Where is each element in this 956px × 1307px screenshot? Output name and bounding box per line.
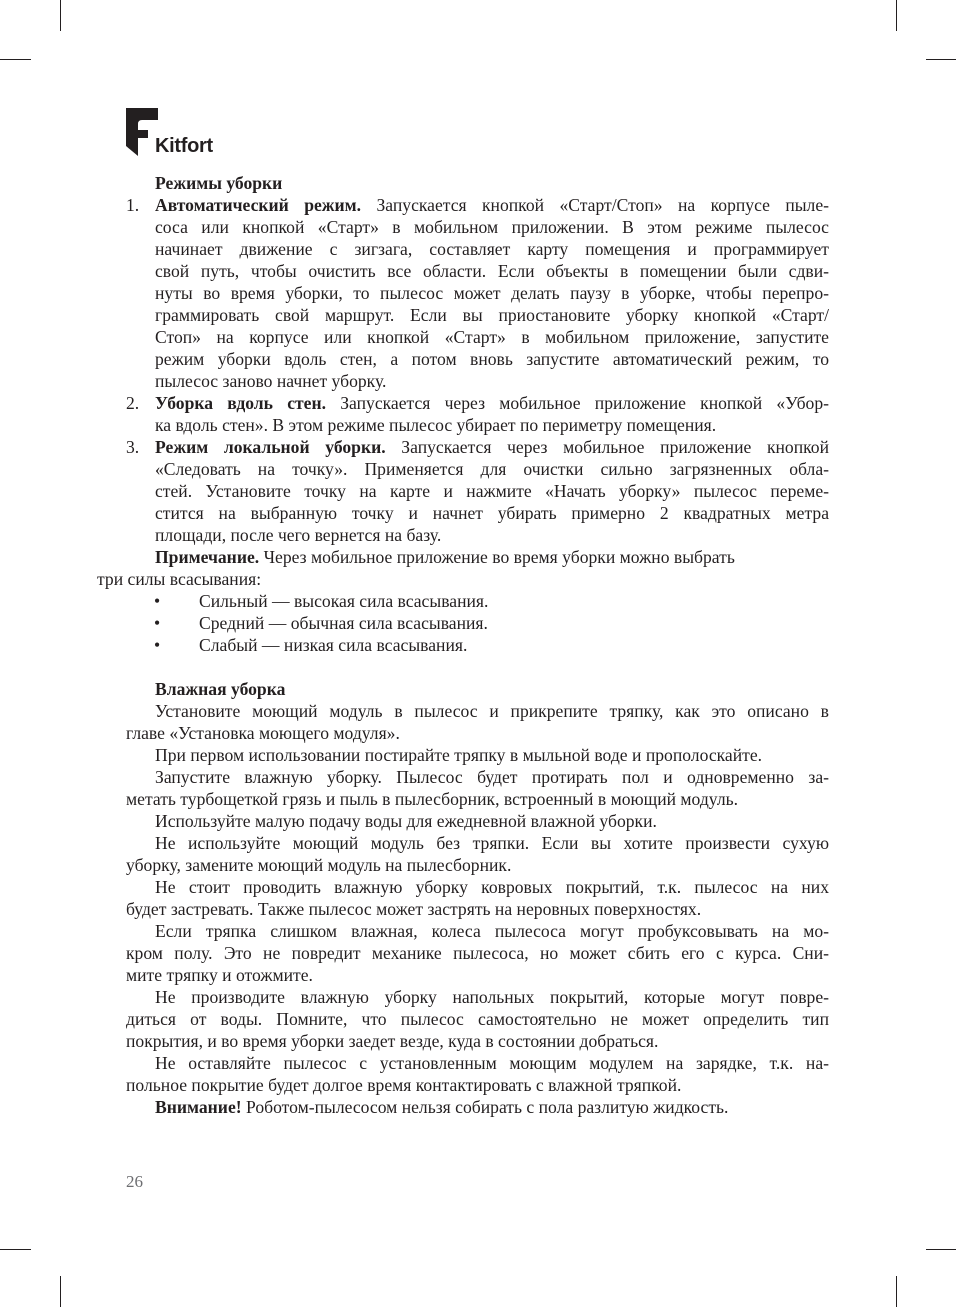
mode-text: нуты во время уборки, то пылесос может делать паузу в уборке, чтобы перепро- bbox=[155, 283, 829, 303]
wet-paragraph-line: уборку, замените моющий модуль на пылесборник. bbox=[126, 855, 512, 875]
mode-text: Запускается через мобильное приложение кнопкой bbox=[385, 437, 829, 457]
wet-paragraph-line: покрытия, и во время уборки заедет везде, куда в состоянии добраться. bbox=[126, 1031, 659, 1051]
suction-item-text: Слабый — низкая сила всасывания. bbox=[199, 635, 468, 655]
suction-list bbox=[126, 590, 829, 656]
mode-item-line bbox=[155, 370, 829, 392]
wet-paragraph-line: главе «Установка моющего модуля». bbox=[126, 723, 400, 743]
section-title-wet-cleaning: Влажная уборка bbox=[155, 679, 286, 699]
wet-paragraph-line: Используйте малую подачу воды для ежедневной влажной уборки. bbox=[155, 811, 657, 831]
wet-cleaning-paragraphs bbox=[126, 700, 829, 1096]
crop-mark-left-top bbox=[0, 59, 31, 60]
crop-mark-bottom-left bbox=[60, 1276, 61, 1307]
wet-paragraph bbox=[126, 1052, 829, 1096]
mode-item-line bbox=[155, 326, 829, 348]
bullet-icon: • bbox=[154, 613, 161, 633]
mode-text: Стоп» на корпусе или кнопкой «Старт» в мобильном приложение, запустите bbox=[155, 327, 829, 347]
wet-paragraph-line: Не стоит проводить влажную уборку ковровых покрытий, т.к. пылесос на них bbox=[155, 877, 829, 897]
wet-paragraph-line: мите тряпку и отожмите. bbox=[126, 965, 313, 985]
crop-mark-right-top bbox=[926, 59, 956, 60]
wet-paragraph-line: диться от воды. Помните, что пылесос самостоятельно не может определить тип bbox=[126, 1009, 829, 1029]
bullet-icon: • bbox=[154, 635, 161, 655]
wet-paragraph bbox=[126, 810, 829, 832]
mode-text: начинает движение с зигзага, составляет карту помещения и программирует bbox=[155, 239, 829, 259]
mode-item bbox=[126, 436, 829, 546]
mode-text: соса или кнопкой «Старт» в мобильном приложении. В этом режиме пылесос bbox=[155, 217, 829, 237]
wet-paragraph-line: Не оставляйте пылесос с установленным моющим модулем на зарядке, т.к. на- bbox=[155, 1053, 829, 1073]
wet-paragraph bbox=[126, 766, 829, 810]
mode-item-line bbox=[155, 194, 829, 216]
mode-text: Запускается через мобильное приложение кнопкой «Убор- bbox=[326, 393, 829, 413]
mode-item-line bbox=[155, 304, 829, 326]
mode-name: Режим локальной уборки. bbox=[155, 437, 386, 457]
mode-item-line bbox=[155, 260, 829, 282]
suction-item-text: Средний — обычная сила всасывания. bbox=[199, 613, 488, 633]
mode-item-number: 3. bbox=[126, 437, 140, 457]
crop-mark-bottom-right bbox=[896, 1276, 897, 1307]
mode-text: стей. Установите точку на карте и нажмите «Начать уборку» пылесос переме- bbox=[155, 481, 829, 501]
mode-item-line bbox=[155, 348, 829, 370]
mode-item bbox=[126, 194, 829, 392]
mode-item-line bbox=[155, 436, 829, 458]
cleaning-modes-list bbox=[126, 194, 829, 546]
page-number: 26 bbox=[126, 1172, 143, 1191]
mode-name: Уборка вдоль стен. bbox=[155, 393, 327, 413]
mode-text: площади, после чего вернется на базу. bbox=[155, 525, 442, 545]
mode-item-line bbox=[155, 216, 829, 238]
wet-paragraph-line: При первом использовании постирайте тряпку в мыльной воде и прополоскайте. bbox=[155, 745, 763, 765]
wet-paragraph bbox=[126, 832, 829, 876]
wet-paragraph bbox=[126, 986, 829, 1052]
suction-item bbox=[126, 590, 829, 612]
note-paragraph bbox=[97, 546, 829, 590]
wet-paragraph-line: кром полу. Это не повредит механике пылесоса, но может сбить его с курса. Сни- bbox=[126, 943, 829, 963]
mode-text: Запускается кнопкой «Старт/Стоп» на корпусе пыле- bbox=[361, 195, 830, 215]
mode-item-line bbox=[155, 392, 829, 414]
mode-item-line bbox=[155, 502, 829, 524]
mode-item-number: 2. bbox=[126, 393, 140, 413]
brand-logo bbox=[126, 108, 236, 158]
mode-item-number: 1. bbox=[126, 195, 140, 215]
note-line-1: Через мобильное приложение во время уборки можно выбрать bbox=[259, 547, 735, 567]
suction-item bbox=[126, 612, 829, 634]
wet-paragraph-line: Не производите влажную уборку напольных покрытий, которые могут повре- bbox=[155, 987, 829, 1007]
note-line-2: три силы всасывания: bbox=[97, 569, 262, 589]
wet-paragraph-line: будет застревать. Также пылесос может застрять на неровных поверхностях. bbox=[126, 899, 702, 919]
wet-paragraph-line: Запустите влажную уборку. Пылесос будет протирать пол и одновременно за- bbox=[155, 767, 829, 787]
wet-paragraph-line: польное покрытие будет долгое время контактировать с влажной тряпкой. bbox=[126, 1075, 682, 1095]
mode-item-line bbox=[155, 238, 829, 260]
brand-name: Kitfort bbox=[155, 135, 213, 157]
crop-mark-top-left bbox=[60, 0, 61, 31]
wet-paragraph-line: Не используйте моющий модуль без тряпки. Если вы хотите произвести сухую bbox=[155, 833, 829, 853]
warning-label: Внимание! bbox=[155, 1097, 242, 1117]
mode-text: граммировать свой маршрут. Если вы приостановите уборку кнопкой «Старт/ bbox=[155, 305, 829, 325]
mode-item-line bbox=[155, 524, 829, 546]
crop-mark-right-bottom bbox=[926, 1249, 956, 1250]
note-label: Примечание. bbox=[155, 547, 260, 567]
suction-item-text: Сильный — высокая сила всасывания. bbox=[199, 591, 489, 611]
mode-text: стится на выбранную точку и начнет убирать примерно 2 квадратных метра bbox=[155, 503, 829, 523]
mode-text: пылесос заново начнет уборку. bbox=[155, 371, 387, 391]
wet-paragraph bbox=[126, 876, 829, 920]
crop-mark-top-right bbox=[896, 0, 897, 31]
page-content bbox=[97, 172, 830, 1118]
mode-text: «Следовать на точку». Применяется для очистки сильно загрязненных обла- bbox=[155, 459, 829, 479]
wet-paragraph bbox=[126, 744, 829, 766]
warning-paragraph bbox=[126, 1096, 829, 1118]
mode-text: ка вдоль стен». В этом режиме пылесос убирает по периметру помещения. bbox=[155, 415, 717, 435]
wet-paragraph-line: Если тряпка слишком влажная, колеса пылесоса могут пробуксовывать на мо- bbox=[155, 921, 829, 941]
wet-paragraph bbox=[126, 700, 829, 744]
mode-item-line bbox=[155, 480, 829, 502]
mode-name: Автоматический режим. bbox=[155, 195, 362, 215]
mode-item bbox=[126, 392, 829, 436]
mode-text: режим уборки вдоль стен, а потом вновь запустите автоматический режим, то bbox=[155, 349, 829, 369]
bullet-icon: • bbox=[154, 591, 161, 611]
crop-mark-left-bottom bbox=[0, 1249, 31, 1250]
mode-text: свой путь, чтобы очистить все области. Если объекты в помещении были сдви- bbox=[155, 261, 829, 281]
mode-item-line bbox=[155, 414, 829, 436]
section-title-cleaning-modes: Режимы уборки bbox=[155, 173, 283, 193]
wet-paragraph-line: метать турбощеткой грязь и пыль в пылесборник, встроенный в моющий модуль. bbox=[126, 789, 739, 809]
mode-item-line bbox=[155, 458, 829, 480]
wet-paragraph bbox=[126, 920, 829, 986]
mode-item-line bbox=[155, 282, 829, 304]
wet-paragraph-line: Установите моющий модуль в пылесос и прикрепите тряпку, как это описано в bbox=[155, 701, 829, 721]
suction-item bbox=[126, 634, 829, 656]
warning-text: Роботом-пылесосом нельзя собирать с пола разлитую жидкость. bbox=[241, 1097, 729, 1117]
